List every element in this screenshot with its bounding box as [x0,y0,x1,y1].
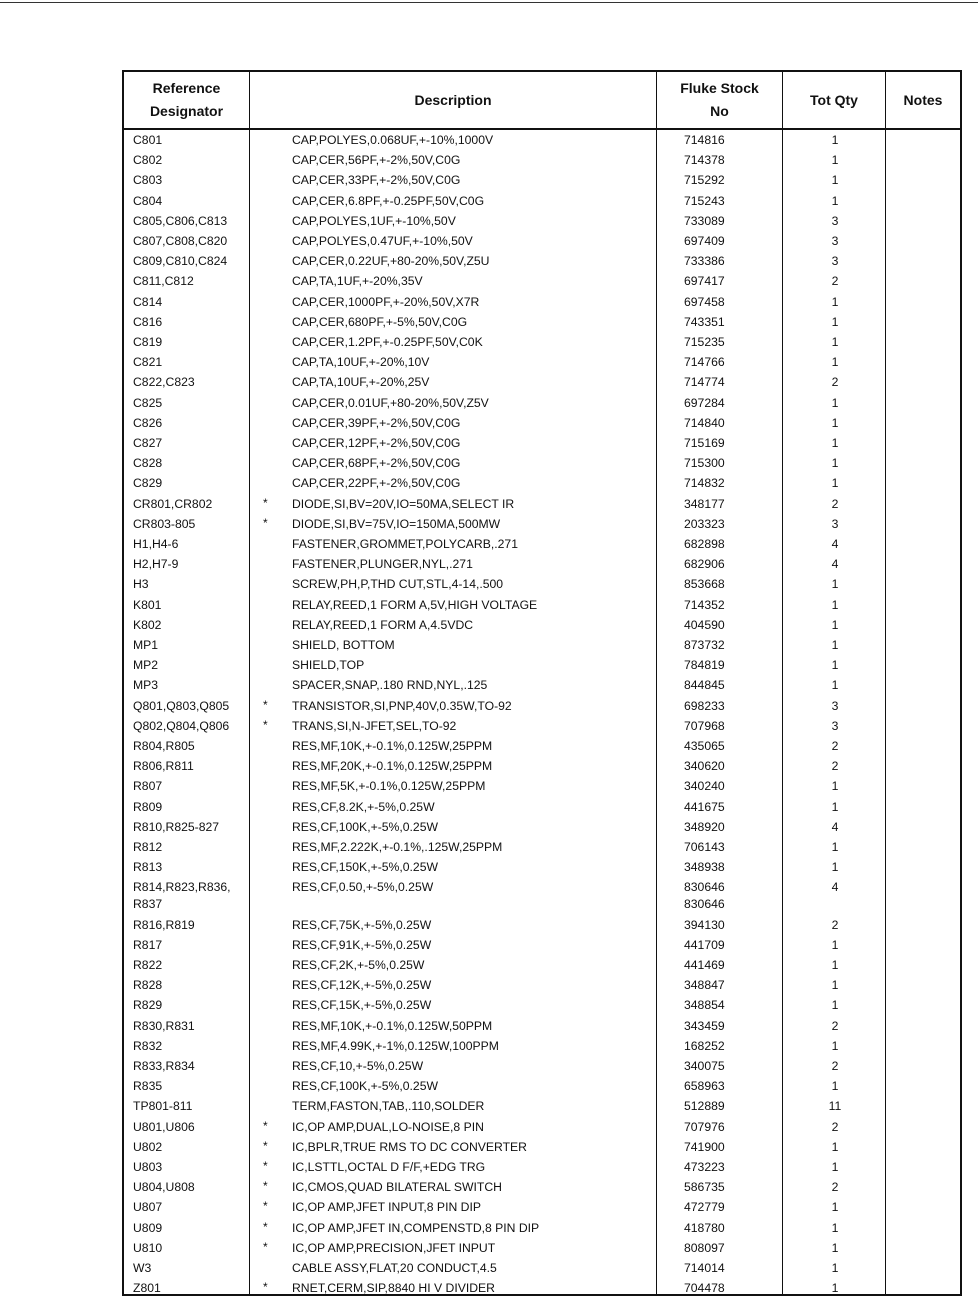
reference-designator-cell: U802 [133,1139,163,1154]
special-part-marker: * [263,495,268,510]
reference-designator-cell: R807 [133,779,163,794]
tot-qty-cell: 1 [831,1079,839,1094]
description-cell: RES,CF,8.2K,+-5%,0.25W [292,799,435,814]
tot-qty-cell: 1 [831,173,839,188]
fluke-stock-no-cell: 704478 [684,1281,725,1296]
fluke-stock-no-cell: 715169 [684,436,725,450]
fluke-stock-no-cell: 441709 [684,937,725,952]
tot-qty-cell: 1 [831,678,839,693]
fluke-stock-no-cell: 707976 [684,1119,725,1134]
column-divider [782,72,783,1294]
reference-designator-cell: R809 [133,799,163,814]
description-cell: RES,MF,10K,+-0.1%,0.125W,25PPM [292,739,493,753]
description-cell: RES,MF,20K,+-0.1%,0.125W,25PPM [292,759,493,774]
tot-qty-cell: 1 [831,436,839,450]
special-part-marker: * [263,1138,268,1153]
tot-qty-cell: 1 [831,937,839,952]
reference-designator-cell: C801 [133,133,163,147]
description-cell: RES,CF,150K,+-5%,0.25W [292,860,438,875]
reference-designator-cell: C828 [133,456,163,471]
description-cell: CAP,CER,1.2PF,+-0.25PF,50V,C0K [292,335,483,349]
reference-designator-cell: R822 [133,958,163,972]
fluke-stock-no-cell: 203323 [684,516,725,531]
reference-designator-cell: C822,C823 [133,375,195,390]
fluke-stock-no-cell: 741900 [684,1139,725,1154]
fluke-stock-no-cell: 714774 [684,375,725,390]
tot-qty-cell: 3 [831,698,839,713]
tot-qty-cell: 1 [831,193,839,208]
tot-qty-cell: 3 [831,254,839,269]
fluke-stock-no-cell: 340075 [684,1059,725,1073]
tot-qty-cell: 2 [831,1018,839,1033]
description-cell: CAP,CER,0.01UF,+80-20%,50V,Z5V [292,395,489,410]
description-cell: IC,CMOS,QUAD BILATERAL SWITCH [292,1180,502,1195]
fluke-stock-no-cell: 714014 [684,1261,725,1275]
tot-qty-cell: 1 [831,597,839,612]
description-cell: CAP,CER,0.22UF,+80-20%,50V,Z5U [292,254,490,269]
tot-qty-cell: 3 [831,718,839,733]
reference-designator-cell: R835 [133,1079,163,1094]
description-cell: RNET,CERM,SIP,8840 HI V DIVIDER [292,1281,495,1296]
fluke-stock-no-cell: 715292 [684,173,725,188]
reference-designator-cell: R813 [133,860,163,875]
fluke-stock-no-cell: 418780 [684,1220,725,1235]
fluke-stock-no-cell: 873732 [684,638,725,652]
fluke-stock-no-cell: 168252 [684,1038,725,1053]
reference-designator-cell: Q801,Q803,Q805 [133,698,230,713]
tot-qty-cell: 1 [831,658,839,673]
description-cell: RES,CF,12K,+-5%,0.25W [292,978,432,993]
tot-qty-cell: 2 [831,1059,839,1073]
reference-designator-cell: MP1 [133,638,159,652]
reference-designator-cell: R806,R811 [133,759,194,774]
fluke-stock-no-cell: 658963 [684,1079,725,1094]
tot-qty-cell: 1 [831,958,839,972]
reference-designator-cell: R817 [133,937,163,952]
fluke-stock-no-cell: 697417 [684,274,725,289]
fluke-stock-no-cell: 707968 [684,718,725,733]
reference-designator-cell: H1,H4-6 [133,537,179,551]
description-cell: RELAY,REED,1 FORM A,4.5VDC [292,617,474,632]
special-part-marker: * [263,515,268,530]
fluke-stock-no-cell: 706143 [684,840,725,854]
fluke-stock-no-cell: 714832 [684,476,725,491]
reference-designator-cell: U809 [133,1220,163,1235]
special-part-marker: * [263,1280,268,1295]
fluke-stock-no-cell: 714352 [684,597,725,612]
reference-designator-cell: C814 [133,294,163,309]
reference-designator-cell: R812 [133,840,163,854]
tot-qty-cell: 4 [831,537,839,551]
description-cell: CAP,POLYES,0.068UF,+-10%,1000V [292,133,494,147]
tot-qty-cell: 2 [831,917,839,932]
fluke-stock-no-cell: 348847 [684,978,725,993]
description-cell: IC,BPLR,TRUE RMS TO DC CONVERTER [292,1139,527,1154]
reference-designator-cell: R829 [133,998,163,1013]
tot-qty-cell: 1 [831,799,839,814]
tot-qty-cell: 2 [831,496,839,511]
tot-qty-cell: 1 [831,1240,839,1255]
reference-designator-cell: R816,R819 [133,917,195,932]
special-part-marker: * [263,1159,268,1173]
tot-qty-cell: 1 [831,998,839,1013]
reference-designator-cell: C816 [133,314,163,329]
fluke-stock-no-cell: 743351 [684,314,725,329]
special-part-marker: * [263,717,268,732]
reference-designator-cell: MP3 [133,678,159,693]
tot-qty-cell: 1 [831,1200,839,1215]
description-cell: CAP,CER,56PF,+-2%,50V,C0G [292,153,461,168]
fluke-stock-no-cell: 697284 [684,395,725,410]
reference-designator-cell: R833,R834 [133,1059,195,1073]
fluke-stock-no-cell: 404590 [684,617,725,632]
tot-qty-cell: 1 [831,1139,839,1154]
tot-qty-cell: 1 [831,617,839,632]
reference-designator-cell: U804,U808 [133,1180,195,1195]
fluke-stock-no-cell: 435065 [684,739,725,753]
description-cell: CAP,CER,6.8PF,+-0.25PF,50V,C0G [292,193,485,208]
tot-qty-cell: 3 [831,516,839,531]
tot-qty-cell: 1 [831,133,839,147]
description-cell: TRANS,SI,N-JFET,SEL,TO-92 [292,718,457,733]
reference-designator-cell: C807,C808,C820 [133,234,228,248]
fluke-stock-no-cell: 441469 [684,958,725,972]
description-cell: SHIELD, BOTTOM [292,638,395,652]
description-cell: CAP,CER,33PF,+-2%,50V,C0G [292,173,461,188]
fluke-stock-no-cell: 714840 [684,415,725,430]
fluke-stock-no-cell: 733089 [684,213,725,228]
tot-qty-cell: 1 [831,153,839,168]
reference-designator-cell: CR803-805 [133,516,196,531]
tot-qty-cell: 2 [831,375,839,390]
fluke-stock-no-cell: 830646 830646 [684,880,725,912]
fluke-stock-no-cell: 697409 [684,234,725,248]
description-cell: IC,OP AMP,JFET INPUT,8 PIN DIP [292,1200,481,1215]
reference-designator-cell: K802 [133,617,162,632]
special-part-marker: * [263,1199,268,1214]
tot-qty-cell: 1 [831,476,839,491]
column-divider [885,72,886,1294]
reference-designator-cell: Z801 [133,1281,161,1296]
description-cell: RES,CF,15K,+-5%,0.25W [292,998,432,1013]
description-cell: RES,CF,91K,+-5%,0.25W [292,937,432,952]
fluke-stock-no-cell: 853668 [684,577,725,592]
reference-designator-cell: R810,R825-827 [133,819,220,834]
reference-designator-cell: R804,R805 [133,739,195,753]
reference-designator-cell: Q802,Q804,Q806 [133,718,230,733]
fluke-stock-no-cell: 714378 [684,153,725,168]
description-cell: FASTENER,GROMMET,POLYCARB,.271 [292,537,518,551]
description-cell: TERM,FASTON,TAB,.110,SOLDER [292,1099,485,1114]
description-cell: IC,LSTTL,OCTAL D F/F,+EDG TRG [292,1160,486,1174]
column-divider [656,72,657,1294]
description-cell: SCREW,PH,P,THD CUT,STL,4-14,.500 [292,577,504,592]
description-cell: SPACER,SNAP,.180 RND,NYL,.125 [292,678,488,693]
fluke-stock-no-cell: 808097 [684,1240,725,1255]
description-cell: CAP,CER,1000PF,+-20%,50V,X7R [292,294,480,309]
tot-qty-cell: 4 [831,557,839,572]
tot-qty-cell: 1 [831,1261,839,1275]
reference-designator-cell: H2,H7-9 [133,557,179,572]
fluke-stock-no-cell: 512889 [684,1099,725,1114]
tot-qty-cell: 11 [828,1099,842,1114]
tot-qty-cell: 1 [831,395,839,410]
fluke-stock-no-cell: 844845 [684,678,725,693]
description-cell: CABLE ASSY,FLAT,20 CONDUCT,4.5 [292,1261,497,1275]
description-cell: RELAY,REED,1 FORM A,5V,HIGH VOLTAGE [292,597,538,612]
fluke-stock-no-cell: 343459 [684,1018,725,1033]
fluke-stock-no-cell: 714766 [684,355,725,370]
fluke-stock-no-cell: 733386 [684,254,725,269]
fluke-stock-no-cell: 348920 [684,819,725,834]
description-cell: RES,MF,4.99K,+-1%,0.125W,100PPM [292,1038,499,1053]
reference-designator-cell: C805,C806,C813 [133,213,228,228]
reference-designator-cell: C803 [133,173,163,188]
special-part-marker: * [263,1118,268,1133]
description-cell: RES,CF,100K,+-5%,0.25W [292,1079,438,1094]
fluke-stock-no-cell: 682906 [684,557,725,572]
header-fluke-stock-no: Fluke Stock No [680,80,759,119]
tot-qty-cell: 1 [831,860,839,875]
description-cell: RES,CF,10,+-5%,0.25W [292,1059,424,1073]
tot-qty-cell: 2 [831,759,839,774]
description-cell: IC,OP AMP,PRECISION,JFET INPUT [292,1240,496,1255]
description-cell: DIODE,SI,BV=75V,IO=150MA,500MW [292,516,501,531]
description-cell: IC,OP AMP,JFET IN,COMPENSTD,8 PIN DIP [292,1220,540,1235]
description-cell: IC,OP AMP,DUAL,LO-NOISE,8 PIN [292,1119,484,1134]
reference-designator-cell: C825 [133,395,163,410]
reference-designator-cell: K801 [133,597,162,612]
description-cell: DIODE,SI,BV=20V,IO=50MA,SELECT IR [292,496,515,511]
description-cell: RES,MF,10K,+-0.1%,0.125W,50PPM [292,1018,493,1033]
reference-designator-cell: U803 [133,1160,163,1174]
parts-list-table [122,70,962,1296]
description-cell: RES,CF,2K,+-5%,0.25W [292,958,425,972]
fluke-stock-no-cell: 715300 [684,456,725,471]
tot-qty-cell: 4 [831,819,839,834]
fluke-stock-no-cell: 714816 [684,133,725,147]
reference-designator-cell: MP2 [133,658,159,673]
special-part-marker: * [263,1219,268,1234]
description-cell: CAP,TA,1UF,+-20%,35V [292,274,423,289]
tot-qty-cell: 1 [831,1038,839,1053]
tot-qty-cell: 2 [831,739,839,753]
reference-designator-cell: C802 [133,153,163,168]
fluke-stock-no-cell: 473223 [684,1160,725,1174]
tot-qty-cell: 1 [831,638,839,652]
fluke-stock-no-cell: 394130 [684,917,725,932]
description-cell: CAP,POLYES,1UF,+-10%,50V [292,213,456,228]
reference-designator-cell: C819 [133,335,163,349]
reference-designator-cell: R832 [133,1038,163,1053]
reference-designator-cell: C826 [133,415,163,430]
fluke-stock-no-cell: 586735 [684,1180,725,1195]
tot-qty-cell: 1 [831,978,839,993]
reference-designator-cell: H3 [133,577,149,592]
reference-designator-cell: C821 [133,355,163,370]
tot-qty-cell: 1 [831,335,839,349]
reference-designator-cell: R828 [133,978,163,993]
header-reference-designator: Reference Designator [149,80,224,119]
special-part-marker: * [263,1179,268,1194]
description-cell: RES,MF,5K,+-0.1%,0.125W,25PPM [292,779,486,794]
fluke-stock-no-cell: 715243 [684,193,725,208]
fluke-stock-no-cell: 715235 [684,335,725,349]
fluke-stock-no-cell: 697458 [684,294,725,309]
fluke-stock-no-cell: 348938 [684,860,725,875]
description-cell: RES,MF,2.222K,+-0.1%,.125W,25PPM [292,840,503,854]
tot-qty-cell: 1 [831,779,839,794]
reference-designator-cell: R814,R823,R836, R837 [133,880,231,912]
fluke-stock-no-cell: 340240 [684,779,725,794]
special-part-marker: * [263,1239,268,1254]
reference-designator-cell: TP801-811 [133,1099,193,1114]
special-part-marker: * [263,697,268,712]
fluke-stock-no-cell: 784819 [684,658,725,673]
fluke-stock-no-cell: 348854 [684,998,725,1013]
description-cell: CAP,POLYES,0.47UF,+-10%,50V [292,234,473,248]
tot-qty-cell: 2 [831,1119,839,1134]
tot-qty-cell: 1 [831,1281,839,1296]
tot-qty-cell: 1 [831,456,839,471]
tot-qty-cell: 1 [831,415,839,430]
tot-qty-cell: 1 [831,294,839,309]
description-cell: CAP,TA,10UF,+-20%,25V [292,375,430,390]
tot-qty-cell: 1 [831,314,839,329]
fluke-stock-no-cell: 340620 [684,759,725,774]
tot-qty-cell: 1 [831,355,839,370]
reference-designator-cell: U807 [133,1200,163,1215]
description-cell: CAP,CER,12PF,+-2%,50V,C0G [292,436,461,450]
tot-qty-cell: 3 [831,213,839,228]
header-notes: Notes [903,91,943,108]
reference-designator-cell: W3 [133,1261,152,1275]
tot-qty-cell: 1 [831,840,839,854]
description-cell: TRANSISTOR,SI,PNP,40V,0.35W,TO-92 [292,698,512,713]
tot-qty-cell: 1 [831,577,839,592]
reference-designator-cell: U801,U806 [133,1119,195,1134]
description-cell: CAP,TA,10UF,+-20%,10V [292,355,430,370]
header-description: Description [414,91,492,108]
description-cell: CAP,CER,39PF,+-2%,50V,C0G [292,415,461,430]
fluke-stock-no-cell: 441675 [684,799,725,814]
reference-designator-cell: C827 [133,436,163,450]
description-cell: CAP,CER,680PF,+-5%,50V,C0G [292,314,468,329]
reference-designator-cell: C809,C810,C824 [133,254,228,269]
description-cell: RES,CF,0.50,+-5%,0.25W [292,880,434,895]
description-cell: CAP,CER,22PF,+-2%,50V,C0G [292,476,461,491]
tot-qty-cell: 3 [831,234,839,248]
header-tot-qty: Tot Qty [810,91,858,108]
reference-designator-cell: C804 [133,193,163,208]
description-cell: RES,CF,100K,+-5%,0.25W [292,819,438,834]
fluke-stock-no-cell: 472779 [684,1200,725,1215]
fluke-stock-no-cell: 698233 [684,698,725,713]
tot-qty-cell: 2 [831,274,839,289]
fluke-stock-no-cell: 682898 [684,537,725,551]
reference-designator-cell: U810 [133,1240,163,1255]
top-rule [0,2,978,3]
tot-qty-cell: 1 [831,1160,839,1174]
reference-designator-cell: CR801,CR802 [133,496,213,511]
description-cell: SHIELD,TOP [292,658,365,673]
description-cell: FASTENER,PLUNGER,NYL,.271 [292,557,473,572]
description-cell: RES,CF,75K,+-5%,0.25W [292,917,432,932]
tot-qty-cell: 2 [831,1180,839,1195]
tot-qty-cell: 1 [831,1220,839,1235]
fluke-stock-no-cell: 348177 [684,496,725,511]
reference-designator-cell: C811,C812 [133,274,194,289]
description-cell: CAP,CER,68PF,+-2%,50V,C0G [292,456,461,471]
tot-qty-cell: 4 [831,880,839,895]
reference-designator-cell: C829 [133,476,163,491]
reference-designator-cell: R830,R831 [133,1018,195,1033]
